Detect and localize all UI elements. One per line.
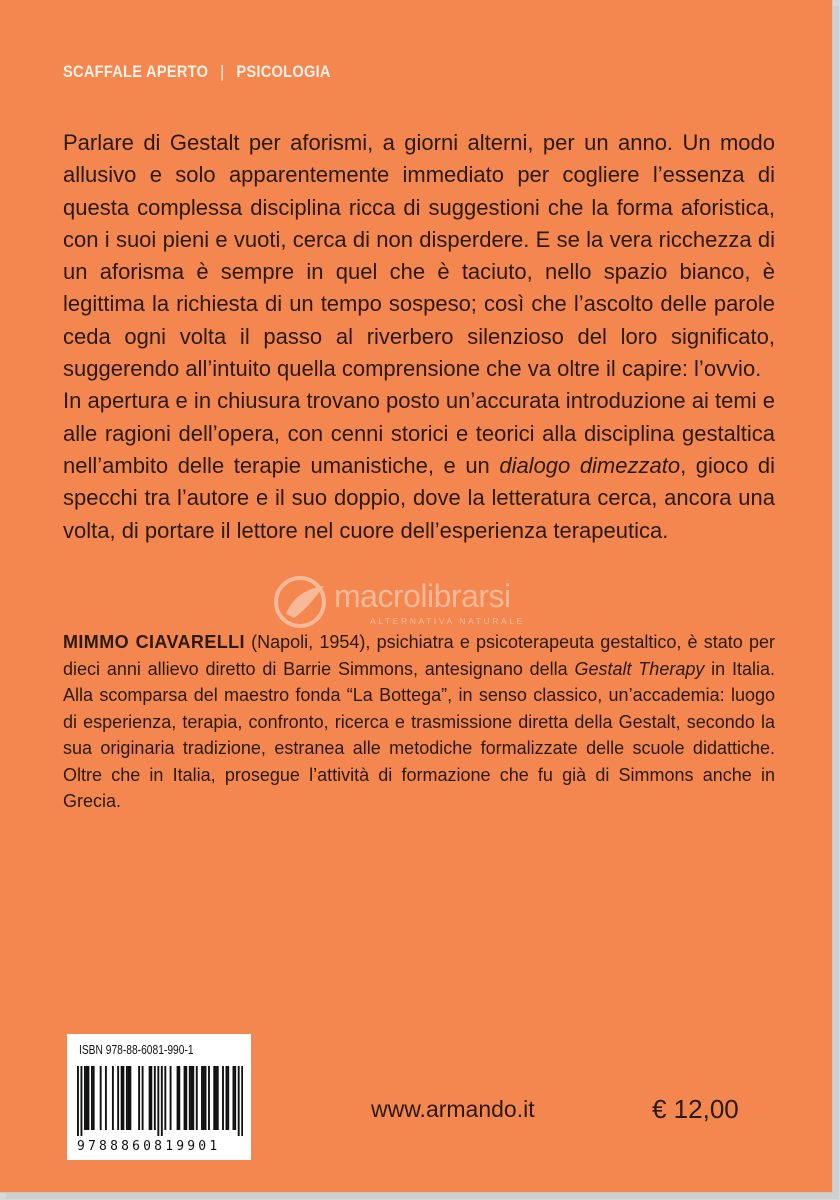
barcode-digits: 9788860819901 <box>77 1139 221 1154</box>
barcode-bar <box>192 1066 194 1130</box>
barcode-bar <box>185 1066 187 1130</box>
barcode-bar <box>191 1066 193 1130</box>
macrolibrarsi-watermark <box>272 572 572 632</box>
barcode-bar <box>117 1066 119 1130</box>
watermark-logo-icon <box>272 574 332 630</box>
barcode-bar <box>203 1066 205 1130</box>
barcode-bar <box>222 1066 224 1130</box>
blurb-p2-start: In apertura e in chiusura trovano posto un’accurata introduzione ai temi e alle ragioni dell’opera, con cenni storici e teorici alla disciplina gestaltica nell’ambito delle terapie umanistiche, e un <box>63 388 775 478</box>
barcode-bar <box>126 1066 128 1130</box>
series-name: SCAFFALE APERTO <box>63 62 209 81</box>
barcode-bar <box>184 1066 186 1130</box>
barcode-bar <box>215 1066 217 1130</box>
barcode-bar <box>227 1066 229 1130</box>
barcode-bar <box>112 1066 114 1130</box>
price: € 12,00 <box>652 1094 739 1124</box>
barcode-bar <box>129 1066 131 1130</box>
barcode-bar <box>161 1066 163 1136</box>
bio-text-end: in Italia. Alla scomparsa del maestro fonda “La Bottega”, in senso classico, un’accademia: luogo di esperienza, terapia, confronto, ricerca e trasmissione diretta della Gestalt, secondo la sua originaria tradizione, estranea alle metodiche formalizzate delle scuole didattiche. Oltre che in Italia, prosegue l’attività di formazione che fu già di Simmons anche in Grecia. <box>63 658 775 811</box>
book-blurb <box>63 127 775 547</box>
barcode-bar <box>105 1066 107 1130</box>
barcode <box>67 1034 251 1160</box>
barcode-bar <box>87 1066 89 1130</box>
barcode-bar <box>178 1066 180 1130</box>
barcode-bar <box>77 1066 79 1136</box>
barcode-bar <box>122 1066 124 1130</box>
isbn-label: ISBN 978-88-6081-990-1 <box>79 1043 194 1057</box>
barcode-bar <box>177 1066 179 1130</box>
barcode-bar <box>149 1066 151 1130</box>
barcode-bar <box>150 1066 152 1130</box>
blurb-p2-end: , gioco di specchi tra l’autore e il suo doppio, dove la letteratura cerca, ancora una volta, di portare il lettore nel cuore dell’esperienza terapeutica. <box>63 452 775 543</box>
barcode-bar <box>170 1066 172 1130</box>
header-separator: | <box>220 62 225 81</box>
series-header <box>63 62 331 82</box>
publisher-website[interactable]: www.armando.it <box>371 1096 535 1122</box>
barcode-bar <box>93 1066 95 1130</box>
barcode-bar <box>226 1066 228 1130</box>
barcode-bar <box>138 1066 140 1130</box>
barcode-bar <box>205 1066 207 1130</box>
barcode-bar <box>164 1066 166 1130</box>
series-category: PSICOLOGIA <box>236 62 331 81</box>
author-bio <box>63 629 775 815</box>
watermark-text: macrolibrarsi <box>334 578 511 614</box>
barcode-bar <box>91 1066 93 1130</box>
barcode-bar <box>121 1066 123 1130</box>
barcode-bar <box>217 1066 219 1130</box>
watermark-subtext: ALTERNATIVA NATURALE <box>370 616 525 626</box>
barcode-bar <box>208 1066 210 1130</box>
bio-paragraph <box>63 629 775 815</box>
author-name: MIMMO CIAVARELLI <box>63 632 245 652</box>
barcode-bar <box>154 1066 156 1130</box>
barcode-bar <box>234 1066 236 1130</box>
barcode-bar <box>142 1066 144 1130</box>
barcode-bar <box>196 1066 198 1130</box>
barcode-bar <box>128 1066 130 1130</box>
barcode-bar <box>201 1066 203 1130</box>
barcode-bar <box>238 1066 240 1136</box>
barcode-bar <box>80 1066 82 1136</box>
blurb-paragraph-1: Parlare di Gestalt per aforismi, a giorni alterni, per un anno. Un modo allusivo e solo apparentemente immediato per cogliere l’essenza di questa complessa disciplina ricca di suggestioni che la forma aforistica, con i suoi pieni e vuoti, cerca di non disperdere. E se la vera ricchezza di un aforisma è sempre in quel che è taciuto, nello spazio bianco, è legittima la richiesta di un tempo sospeso; così che l’ascolto delle parole ceda ogni volta il passo al riverbero silenzioso del loro significato, suggerendo all’intuito quella comprensione che va oltre il capire: l’ovvio. <box>63 130 775 382</box>
barcode-bar <box>86 1066 88 1130</box>
bio-text-start: (Napoli, 1954), psichiatra e psicoterapeuta gestaltico, è stato per dieci anni allievo diretto di Barrie Simmons, antesignano della <box>63 632 776 679</box>
barcode-bars <box>77 1066 243 1136</box>
barcode-bar <box>157 1066 159 1136</box>
barcode-bar <box>189 1066 191 1130</box>
bio-italic: Gestalt Therapy <box>574 658 705 679</box>
barcode-bar <box>241 1066 243 1136</box>
barcode-bar <box>100 1066 102 1130</box>
blurb-paragraph-2 <box>63 385 775 546</box>
barcode-bar <box>213 1066 215 1130</box>
blurb-p2-italic: dialogo dimezzato <box>499 452 681 478</box>
barcode-bar <box>233 1066 235 1130</box>
barcode-bar <box>84 1066 86 1130</box>
